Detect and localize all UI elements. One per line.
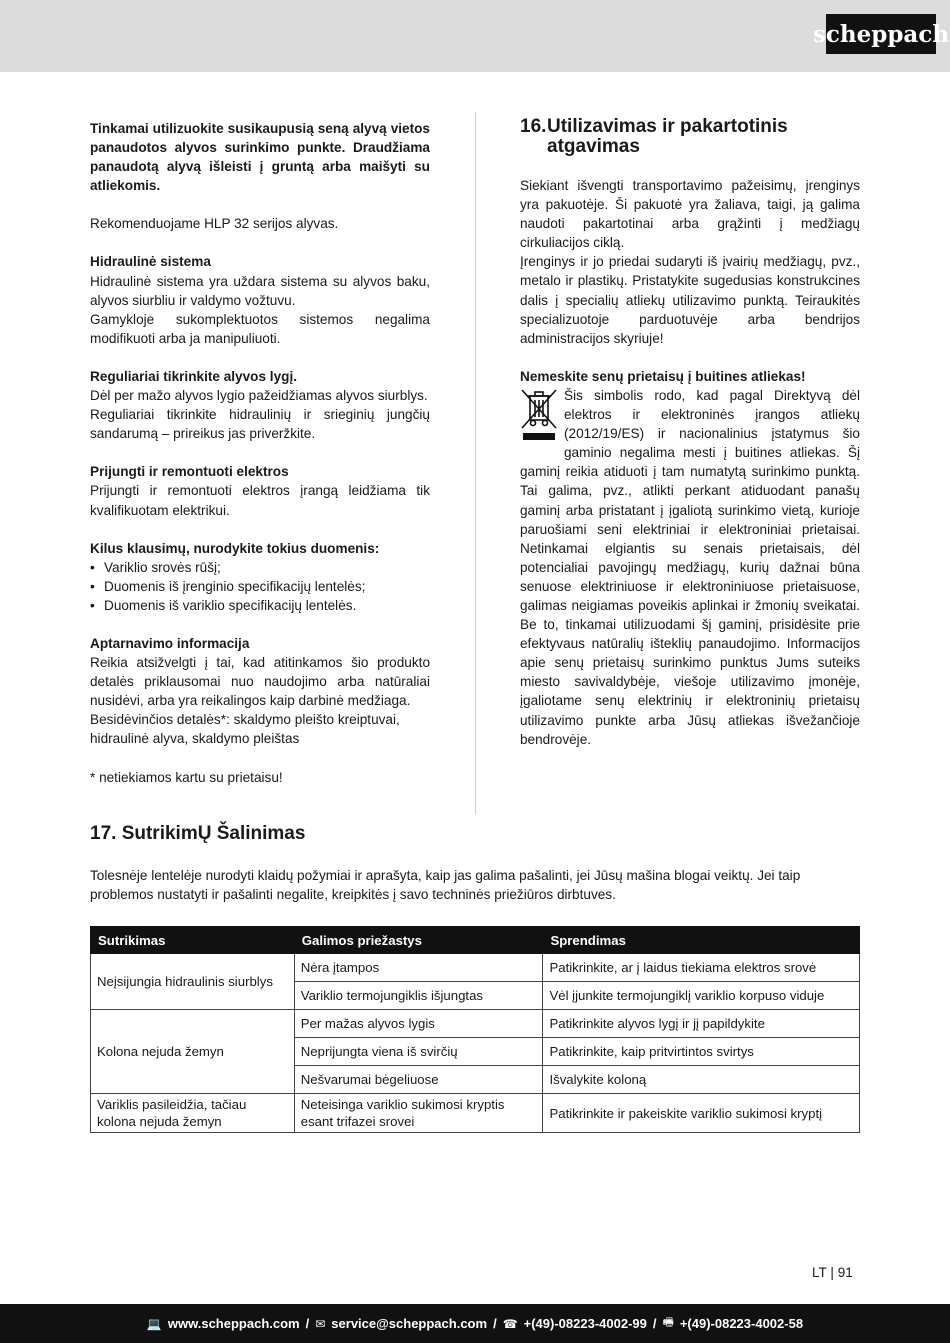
section-16-title-line2: atgavimas — [547, 136, 640, 157]
section-17-heading: 17. SutrikimŲ Šalinimas — [90, 823, 306, 844]
waste-text: Šis simbolis rodo, kad pagal Direktyvą dėl elektros ir elektroninės įrangos atliekų (2012/19/ES) ir nacionalinius įstatymus šio gaminio negalima mesti į buitines atliekas. Šį gaminį reikia atiduoti į tam numatytą surinkimo punktą. Tai galima, pvz., atlikti perkant atiduodant panašų gaminį arba pristatant į įgaliotą surinkimo vietą, kurioje paruošiami seni elektriniai ir elektroniniai prietaisai. Netinkamai elgiantis su senais prietaisais, dėl potencialiai pavojingų medžiagų, kurių dažnai būna senuose elektriniuose ir elektroniniuose prietaisuose, galimas neigiamas poveikis aplinkai ir žmonių sveikatai. Be to, tinkamai utilizuodami šį gaminį, prisidėsite prie efektyvaus natūralių išteklių panaudojimo. Informacijos apie senų prietaisų surinkimo punktus Jums suteiks miesto savivaldybėje, viešoje utilizavimo įmonėje, įgaliotame senų elektrinių ir elektroninių prietaisų utilizavimo punkte arba Jūsų atliekas išvežančioje bendrovėje. — [520, 387, 860, 747]
header-problem: Sutrikimas — [91, 927, 295, 954]
table-row — [91, 1010, 860, 1038]
page-language: LT — [812, 1265, 827, 1280]
problem-cell: Neįsijungia hidraulinis siurblys — [91, 954, 295, 1010]
hydraulic-text-2: Gamykloje sukomplektuotos sistemos negalima modifikuoti arba ja manipuliuoti. — [90, 311, 430, 346]
page-number-value: 91 — [837, 1265, 853, 1280]
questions-title: Kilus klausimų, nurodykite tokius duomenis: — [90, 540, 380, 556]
page-separator: | — [830, 1265, 834, 1280]
oil-check-text-2: Reguliariai tikrinkite hidraulinių ir srieginių jungčių sandarumą – prireikus jas priveržkite. — [90, 407, 430, 442]
cause-cell: Neteisinga variklio sukimosi kryptis esant trifazei srovei — [294, 1094, 543, 1133]
footer-website: www.scheppach.com — [167, 1316, 300, 1331]
problem-cell: Variklis pasileidžia, tačiau kolona nejuda žemyn — [91, 1094, 295, 1133]
service-title: Aptarnavimo informacija — [90, 635, 250, 651]
questions-list — [90, 558, 430, 615]
materials-text: Įrenginys ir jo priedai sudaryti iš įvairių medžiagų, pvz., metalo ir plastikų. Pristatykite sugedusias konstrukcines dalis į specialių atliekų utilizavimo punktą. Teiraukitės specializuotoje parduotuvėje arba bendrijos administracijos skyriuje! — [520, 254, 860, 346]
header-cause: Galimos priežastys — [294, 927, 543, 954]
solution-cell: Išvalykite koloną — [543, 1066, 860, 1094]
service-text-2: Besidėvinčios detalės*: skaldymo pleišto kreiptuvai, hidraulinė alyva, skaldymo pleištas — [90, 712, 400, 747]
brand-logo — [812, 14, 950, 54]
solution-cell: Patikrinkite, kaip pritvirtintos svirtys — [543, 1038, 860, 1066]
cause-cell: Nešvarumai bėgeliuose — [294, 1066, 543, 1094]
hydraulic-title: Hidraulinė sistema — [90, 254, 211, 270]
solution-cell: Patikrinkite ir pakeiskite variklio sukimosi kryptį — [543, 1094, 860, 1133]
service-text-1: Reikia atsižvelgti į tai, kad atitinkamos šio produkto detalės priklausomai nuo naudojimo arba natūraliai nusidėvi, arba yra reikalingos kaip darbinė medžiaga. — [90, 655, 430, 709]
problem-cell: Kolona nejuda žemyn — [91, 1010, 295, 1094]
list-item: • Duomenis iš įrenginio specifikacijų lentelės; — [90, 577, 430, 596]
solution-cell: Patikrinkite, ar į laidus tiekiama elektros srovė — [543, 954, 860, 982]
brand-name: scheppach — [812, 20, 950, 48]
solution-cell: Vėl įjunkite termojungiklį variklio korpuso viduje — [543, 982, 860, 1010]
oil-check-text-1: Dėl per mažo alyvos lygio pažeidžiamas alyvos siurblys. — [90, 388, 428, 404]
troubleshooting-table — [90, 926, 860, 1133]
table-header-row — [91, 927, 860, 954]
footer-separator: / — [652, 1316, 657, 1331]
cause-cell: Variklio termojungiklis išjungtas — [294, 982, 543, 1010]
phone-icon: ☎ — [502, 1316, 518, 1331]
right-column — [520, 176, 860, 749]
solution-cell: Patikrinkite alyvos lygį ir jį papildykite — [543, 1010, 860, 1038]
footer-separator: / — [305, 1316, 310, 1331]
computer-icon: 💻 — [146, 1316, 162, 1331]
column-divider — [475, 112, 476, 814]
footer-bar — [0, 1304, 950, 1343]
left-column — [90, 119, 430, 787]
header-bar — [0, 0, 950, 72]
page-number — [812, 1265, 853, 1280]
packaging-text: Siekiant išvengti transportavimo pažeisimų, įrenginys yra pakuotėje. Ši pakuotė yra žaliava, taigi, ją galima naudoti pakartotinai arba grąžinti į medžiagų cirkuliacijos ciklą. — [520, 178, 860, 251]
list-item: • Variklio srovės rūšį; — [90, 558, 430, 577]
table-row — [91, 1094, 860, 1133]
section-16-heading — [520, 117, 860, 157]
cause-cell: Nėra įtampos — [294, 954, 543, 982]
crossed-bin-icon — [520, 388, 558, 444]
header-solution: Sprendimas — [543, 927, 860, 954]
electric-text: Prijungti ir remontuoti elektros įrangą leidžiama tik kvalifikuotam elektrikui. — [90, 483, 430, 518]
mail-icon: ✉ — [315, 1316, 326, 1331]
footer-email: service@scheppach.com — [331, 1316, 488, 1331]
oil-warning: Tinkamai utilizuokite susikaupusią seną alyvą vietos panaudotos alyvos surinkimo punkte. Draudžiama panaudotą alyvą išleisti į gruntą arba maišyti su atliekomis. — [90, 121, 430, 194]
table-row — [91, 954, 860, 982]
section-16-number: 16. — [520, 116, 547, 137]
electric-title: Prijungti ir remontuoti elektros — [90, 464, 289, 480]
section-17-intro: Tolesnėje lentelėje nurodyti klaidų požymiai ir aprašyta, kaip jas galima pašalinti, jei Jūsų mašina blogai veiktų. Jei taip problemos nustatyti ir pašalinti negalite, kreipkitės į savo techninės priežiūros dirbtuves. — [90, 868, 801, 902]
oil-check-title: Reguliariai tikrinkite alyvos lygį. — [90, 368, 298, 384]
cause-cell: Neprijungta viena iš svirčių — [294, 1038, 543, 1066]
waste-title: Nemeskite senų prietaisų į buitines atliekas! — [520, 368, 806, 384]
oil-recommendation: Rekomenduojame HLP 32 serijos alyvas. — [90, 216, 339, 232]
footer-phone: +(49)-08223-4002-99 — [523, 1316, 647, 1331]
footnote: * netiekiamos kartu su prietaisu! — [90, 769, 283, 785]
section-16-title-line1: Utilizavimas ir pakartotinis — [547, 116, 788, 137]
cause-cell: Per mažas alyvos lygis — [294, 1010, 543, 1038]
footer-fax: +(49)-08223-4002-58 — [679, 1316, 804, 1331]
footer-separator: / — [493, 1316, 497, 1331]
list-item: • Duomenis iš variklio specifikacijų lentelės. — [90, 596, 430, 615]
hydraulic-text-1: Hidraulinė sistema yra uždara sistema su alyvos baku, alyvos siurbliu ir valdymo vožtuvu. — [90, 273, 430, 308]
fax-icon: 🖷 — [662, 1315, 674, 1329]
